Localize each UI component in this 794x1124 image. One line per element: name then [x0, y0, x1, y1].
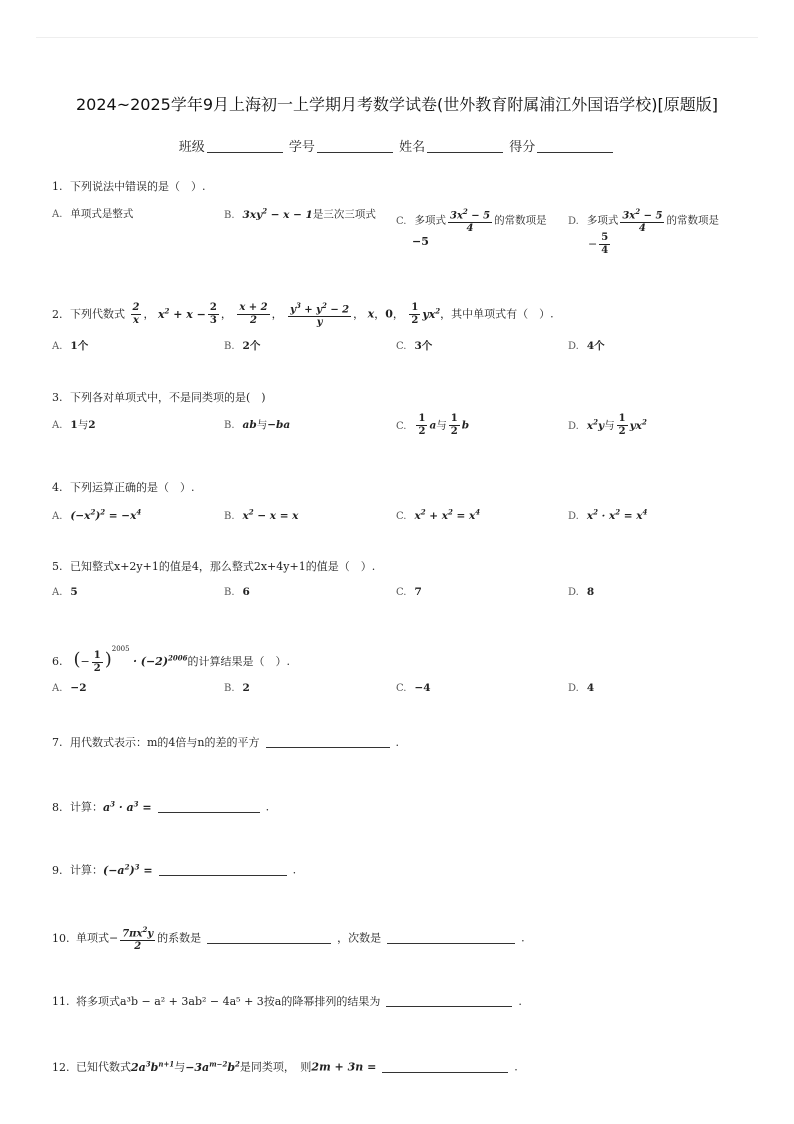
option-c-answer: −5 [412, 235, 429, 248]
option-d[interactable]: D. $x^2y$与 $\frac{1}{2}$ $yx^2$ [568, 413, 647, 437]
name-label: 姓名 [399, 140, 426, 155]
student-info-row [0, 136, 794, 155]
option-d[interactable]: D. $x^2 \cdot x^2 = x^4$ [568, 507, 648, 522]
option-b[interactable]: B. 6 [224, 586, 250, 598]
option-d[interactable]: D. 4 [568, 682, 595, 694]
answer-blank[interactable] [382, 1062, 508, 1073]
question-3: 3. 下列各对单项式中，不是同类项的是( ) [52, 391, 266, 404]
option-b[interactable]: B. $x^2 - x = x$ [224, 507, 299, 522]
option-b[interactable]: B. $3xy^2 - x - 1$是三次三项式 [224, 206, 376, 221]
top-rule [36, 37, 758, 38]
answer-blank[interactable] [266, 737, 390, 748]
option-c[interactable]: C. $x^2 + x^2 = x^4$ [396, 507, 481, 522]
question-10: 10. 单项式− $\frac{7\pi x^2y}{2}$ 的系数是 ，次数是 . [52, 925, 525, 953]
option-c[interactable]: C. 多项式 $\frac{3x^2 - 5}{4}$ 的常数项是 [396, 207, 547, 235]
question-1: 1. 下列说法中错误的是（ ）. [52, 180, 206, 193]
question-6: 6. (− $\frac{1}{2}$ )$^{2005} \cdot (-2)^{2006}$的计算结果是（ ）. [52, 645, 291, 674]
option-a[interactable]: A. −2 [52, 682, 87, 694]
coefficient-blank[interactable] [207, 933, 331, 944]
degree-blank[interactable] [387, 933, 515, 944]
name-field[interactable] [427, 140, 503, 153]
option-d-answer: − $\frac{5}{4}$ [588, 232, 609, 256]
option-d[interactable]: D. 8 [568, 586, 595, 598]
question-7: 7. 用代数式表示：m的4倍与n的差的平方 . [52, 736, 400, 749]
option-a[interactable]: A. 1与2 [52, 419, 96, 431]
option-c[interactable]: C. 3个 [396, 340, 433, 352]
score-field[interactable] [537, 140, 613, 153]
option-b[interactable]: B. 2 [224, 682, 250, 694]
option-b[interactable]: B. 2个 [224, 340, 261, 352]
option-a[interactable]: A. 1个 [52, 340, 89, 352]
answer-blank[interactable] [158, 802, 260, 813]
option-c[interactable]: C. 7 [396, 586, 422, 598]
option-c[interactable]: C. −4 [396, 682, 431, 694]
question-9: 9. 计算：$(-a^2)^3$ = . [52, 862, 297, 877]
question-12: 12. 已知代数式$2a^3b^{n+1}$与$-3a^{m-2}b^2$是同类项， 则2m + 3n = . [52, 1059, 518, 1074]
question-11: 11. 将多项式a³b − a² + 3ab² − 4a⁵ + 3按a的降幂排列的结果为 . [52, 995, 522, 1008]
class-label: 班级 [178, 140, 205, 155]
option-c[interactable]: C. $\frac{1}{2}$ a与 $\frac{1}{2}$ b [396, 413, 470, 437]
option-a[interactable]: A. $(-x^2)^2 = -x^4$ [52, 507, 142, 522]
question-5: 5. 已知整式x+2y+1的值是4，那么整式2x+4y+1的值是（ ）. [52, 560, 376, 573]
score-label: 得分 [509, 140, 536, 155]
class-field[interactable] [207, 140, 283, 153]
answer-blank[interactable] [159, 865, 287, 876]
option-a[interactable]: A. 单项式是整式 [52, 208, 134, 220]
id-label: 学号 [288, 140, 315, 155]
page-title: 2024~2025学年9月上海初一上学期月考数学试卷(世外教育附属浦江外国语学校)[原题版] [76, 95, 718, 114]
answer-blank[interactable] [386, 996, 512, 1007]
question-2: 2. 下列代数式 $\frac{2}{x}$ ， $x^2 + x$ − $\frac{2}{3}$ ， $\frac{x + 2}{2}$ ， $\frac{y^3 + y^2 - 2}{y}$ ， x，0， $\frac{1}{2}$ $yx^2$，其中单项式有（ ）. [52, 301, 554, 329]
option-d[interactable]: D. 4个 [568, 340, 605, 352]
question-4: 4. 下列运算正确的是（ ）. [52, 481, 195, 494]
option-b[interactable]: B. ab与−ba [224, 419, 291, 431]
option-d[interactable]: D. 多项式 $\frac{3x^2 - 5}{4}$ 的常数项是 [568, 207, 719, 235]
id-field[interactable] [317, 140, 393, 153]
question-8: 8. 计算：$a^3 \cdot a^3$ = . [52, 799, 270, 814]
option-a[interactable]: A. 5 [52, 586, 78, 598]
